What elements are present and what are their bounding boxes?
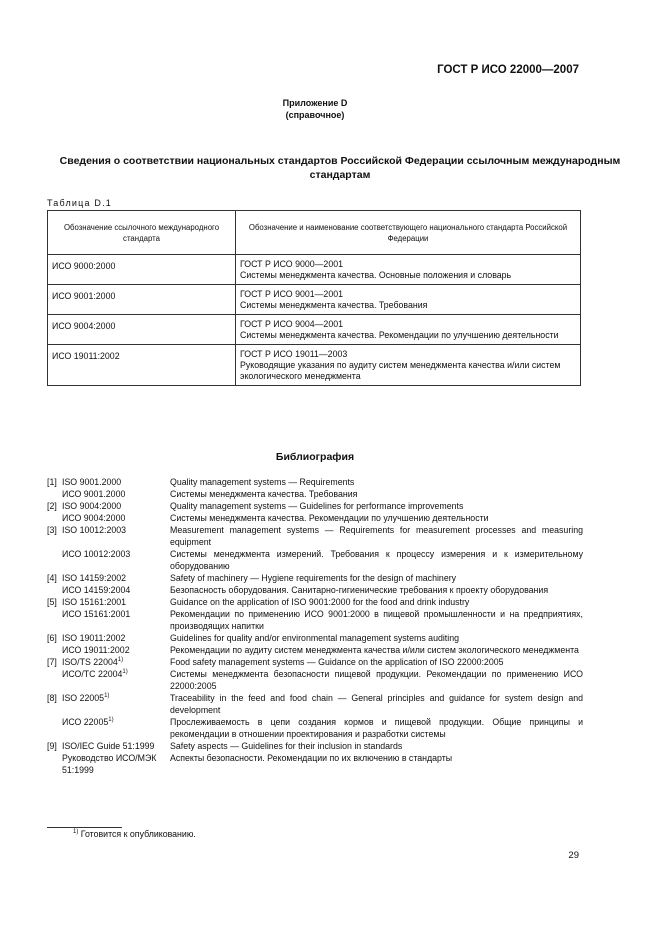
entry-ru-code: ИСО 10012:2003: [62, 549, 131, 559]
footnote-text: Готовится к опубликованию.: [80, 829, 196, 839]
entry-ru-text: Системы менеджмента измерений. Требования к процессу измерения и к измерительному оборудованию: [170, 549, 583, 571]
entry-number: [8]: [47, 693, 57, 703]
national-code: ГОСТ Р ИСО 19011—2003: [240, 349, 348, 359]
table-row: [48, 315, 581, 345]
bibliography-entry: [47, 476, 583, 488]
national-code: ГОСТ Р ИСО 9004—2001: [240, 319, 344, 329]
national-title: Руководящие указания по аудиту систем менеджмента качества и/или систем экологического менеджмента: [240, 360, 561, 381]
entry-ru-text: Безопасность оборудования. Санитарно-гигиенические требования к проекту оборудования: [170, 585, 549, 595]
entry-ru-code: Руководство ИСО/МЭК 51:1999: [62, 753, 157, 775]
entry-ru-code: ИСО 15161:2001: [62, 609, 131, 619]
entry-code: ISO 9001.2000: [62, 477, 122, 487]
bibliography-entry: [47, 740, 583, 752]
entry-text: Safety aspects — Guidelines for their inclusion in standards: [170, 741, 403, 751]
entry-text: Measurement management systems — Requirements for measurement processes and measuring equipment: [170, 525, 583, 547]
entry-ru-text: Системы менеджмента безопасности пищевой продукции. Рекомендации по применению ИСО 22000:2005: [170, 669, 583, 691]
bibliography-entry-ru: [47, 644, 583, 656]
bibliography-entry-ru: [47, 752, 583, 776]
table-caption: Таблица D.1: [47, 198, 112, 208]
entry-text: Guidelines for quality and/or environmental management systems auditing: [170, 633, 459, 643]
entry-ru-text: Системы менеджмента качества. Рекомендации по улучшению деятельности: [170, 513, 489, 523]
document-header: ГОСТ Р ИСО 22000—2007: [437, 64, 579, 76]
annex-subtitle: (справочное): [285, 110, 345, 120]
entry-ru-code: ИСО 9004:2000: [62, 513, 126, 523]
intl-standard: ИСО 9004:2000: [48, 315, 236, 345]
entry-ru-text: Рекомендации по аудиту систем менеджмента качества и/или систем экологического менеджмента: [170, 645, 579, 655]
bibliography-entry-ru: [47, 548, 583, 572]
national-standard: [236, 315, 581, 345]
entry-code: ISO 22005$^{1)}$: [62, 693, 110, 703]
entry-code: ISO 14159:2002: [62, 573, 127, 583]
national-title: Системы менеджмента качества. Требования: [240, 300, 428, 310]
bibliography-entry: [47, 632, 583, 644]
entry-code: ISO 19011:2002: [62, 633, 126, 643]
national-title: Системы менеджмента качества. Основные положения и словарь: [240, 270, 512, 280]
entry-number: [2]: [47, 501, 57, 511]
entry-ru-code: ИСО 22005$^{1)}$: [62, 717, 114, 727]
entry-ru-text: Аспекты безопасности. Рекомендации по их включению в стандарты: [170, 753, 453, 763]
bibliography-entry: [47, 572, 583, 584]
entry-ru-code: ИСО 19011:2002: [62, 645, 130, 655]
footnote-mark: 1): [117, 657, 124, 664]
bibliography-entry-ru: [47, 608, 583, 632]
entry-text: Quality management systems — Guidelines for performance improvements: [170, 501, 464, 511]
bibliography-title: Библиография: [275, 451, 355, 463]
intl-standard: ИСО 9000:2000: [48, 255, 236, 285]
table-row: [48, 285, 581, 315]
national-standard: [236, 255, 581, 285]
section-title: Сведения о соответствии национальных стандартов Российской Федерации ссылочным международным стандартам: [59, 155, 621, 181]
entry-number: [5]: [47, 597, 57, 607]
entry-code: ISO 15161:2001: [62, 597, 127, 607]
entry-code: ISO 10012:2003: [62, 525, 127, 535]
entry-text: Quality management systems — Requirements: [170, 477, 355, 487]
bibliography-entry: [47, 524, 583, 548]
annex-title: Приложение D: [282, 98, 348, 108]
bibliography-entry: [47, 656, 583, 668]
entry-code: ISO 9004:2000: [62, 501, 122, 511]
page-number: 29: [568, 850, 579, 861]
footnote-number: 1): [73, 829, 79, 836]
entry-code: ISO/TS 22004$^{1)}$: [62, 657, 124, 667]
entry-number: [4]: [47, 573, 57, 583]
entry-text: Traceability in the feed and food chain — General principles and guidance for system design and development: [170, 693, 583, 715]
bibliography-list: [47, 476, 583, 776]
entry-ru-code: ИСО/ТС 22004$^{1)}$: [62, 669, 128, 679]
intl-standard: ИСО 19011:2002: [48, 345, 236, 386]
footnote: [73, 829, 196, 839]
intl-standard: ИСО 9001:2000: [48, 285, 236, 315]
bibliography-entry: [47, 692, 583, 716]
entry-code: ISO/IEC Guide 51:1999: [62, 741, 155, 751]
bibliography-entry-ru: [47, 512, 583, 524]
entry-number: [6]: [47, 633, 57, 643]
entry-number: [1]: [47, 477, 57, 487]
entry-ru-text: Прослеживаемость в цепи создания кормов и пищевой продукции. Общие принципы и рекомендации в отношении проектирования и разработки системы: [170, 717, 583, 739]
entry-ru-text: Рекомендации по применению ИСО 9001:2000 в пищевой промышленности и на предприятиях, производящих напитки: [170, 609, 583, 631]
entry-number: [9]: [47, 741, 57, 751]
correspondence-table: [47, 210, 581, 386]
national-standard: [236, 345, 581, 386]
entry-text: Guidance on the application of ISO 9001:2000 for the food and drink industry: [170, 597, 470, 607]
entry-ru-code: ИСО 9001.2000: [62, 489, 126, 499]
entry-text: Food safety management systems — Guidance on the application of ISO 22000:2005: [170, 657, 504, 667]
entry-number: [3]: [47, 525, 57, 535]
entry-number: [7]: [47, 657, 57, 667]
entry-ru-code: ИСО 14159:2004: [62, 585, 131, 595]
table-header-row: [48, 211, 581, 255]
footnote-divider: [47, 827, 122, 828]
footnote-mark: 1): [122, 669, 128, 676]
entry-text: Safety of machinery — Hygiene requirements for the design of machinery: [170, 573, 457, 583]
bibliography-entry-ru: [47, 584, 583, 596]
table-row: [48, 345, 581, 386]
bibliography-entry: [47, 500, 583, 512]
national-code: ГОСТ Р ИСО 9001—2001: [240, 289, 344, 299]
table-header-intl: Обозначение ссылочного международного стандарта: [48, 211, 236, 255]
bibliography-entry-ru: [47, 716, 583, 740]
national-code: ГОСТ Р ИСО 9000—2001: [240, 259, 344, 269]
table-header-national: Обозначение и наименование соответствующего национального стандарта Российской Федерации: [236, 211, 581, 255]
footnote-mark: 1): [104, 693, 110, 700]
footnote-mark: 1): [108, 717, 114, 724]
bibliography-entry: [47, 596, 583, 608]
entry-ru-text: Системы менеджмента качества. Требования: [170, 489, 358, 499]
national-standard: [236, 285, 581, 315]
bibliography-entry-ru: [47, 668, 583, 692]
national-title: Системы менеджмента качества. Рекомендации по улучшению деятельности: [240, 330, 559, 340]
table-row: [48, 255, 581, 285]
bibliography-entry-ru: [47, 488, 583, 500]
annex-heading: [0, 97, 630, 121]
